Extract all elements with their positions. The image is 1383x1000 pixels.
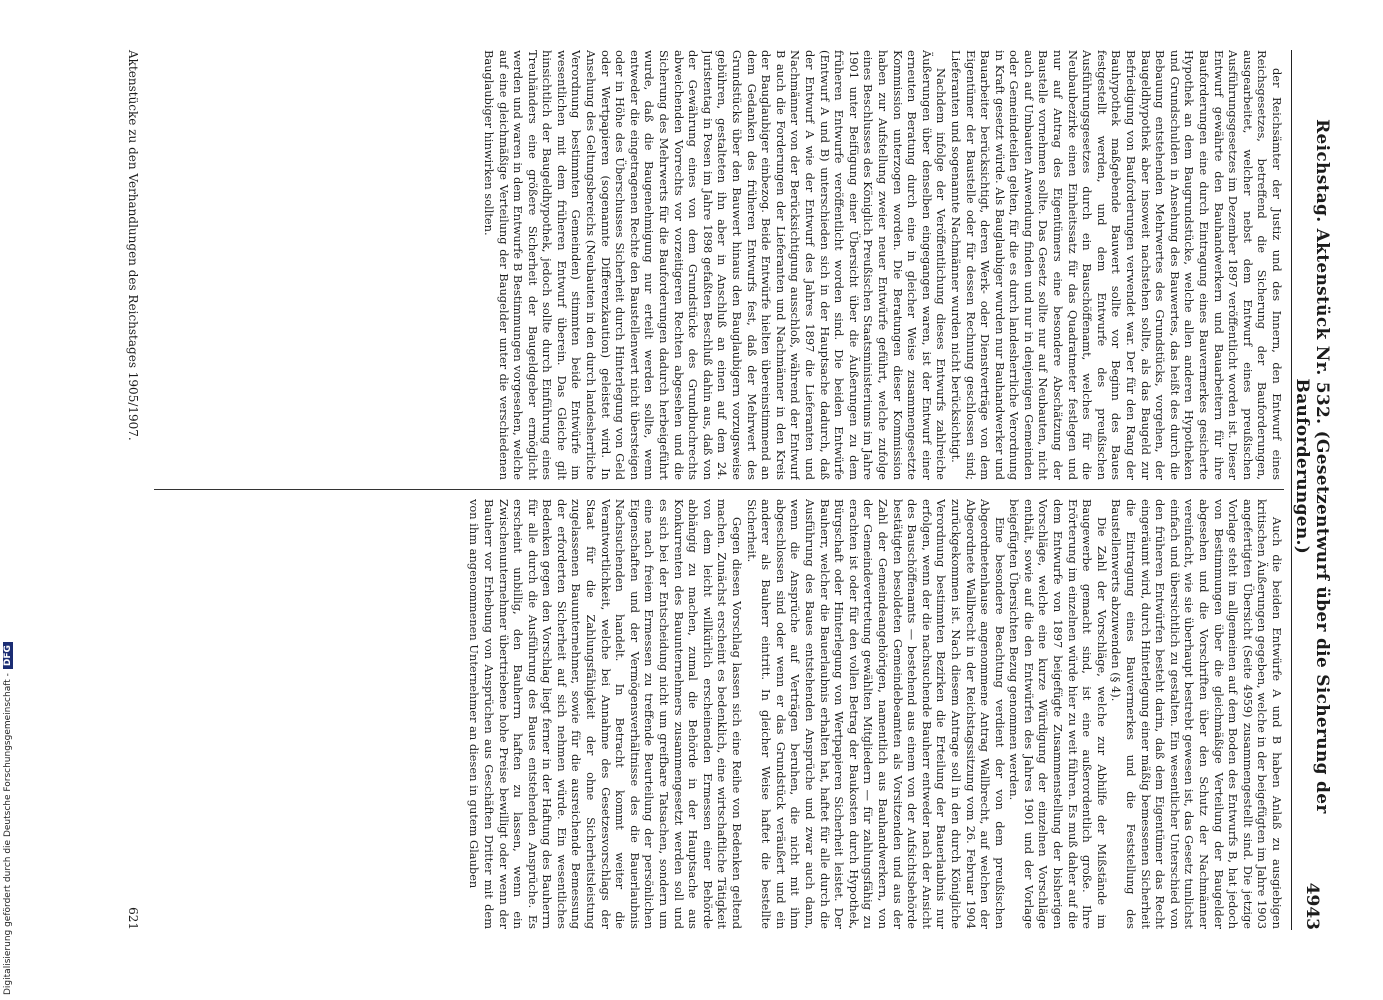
paragraph: Nachdem infolge der Veröffentlichung dieses Entwurfs zahlreiche Äußerungen über denselben eingegangen waren, ist der Entwurf einer erneuten Beratung durch eine in gleicher Weise zusammengesetzte Kommission unterzogen worden. Die Beratungen dieser Kommission haben zur Aufstellung zweier neuer Entwürfe geführt, welche zufolge eines Beschlusses des Königlich Preußischen Staatsministeriums im Jahre 1901 unter Beifügung einer Übersicht über die Äußerungen zu dem früheren Entwurfe veröffentlicht worden sind. Die beiden Entwürfe (Entwurf A und B) unterschieden sich in der Hauptsache dadurch, daß der Entwurf A wie der Entwurf des Jahres 1897 die Lieferanten und Nachmänner von der Berücksichtigung ausschloß, während der Entwurf B auch die Forderungen der Lieferanten und Nachmänner in den Kreis der Bauglaubiger einbezog. Beide Entwürfe hielten übereinstimmend an dem Gedanken des früheren Entwurfs fest, daß der Mehrwert des Grundstücks über den Bauwert hinaus den Bauglaubigern vorzugsweise gebühren, gestalteten ihn aber in Anschluß an einen auf dem 24. Juristentag in Posen im Jahre 1898 gefaßten Beschluß dahin aus, daß von der Gewährung eines von dem Grundstücke des Grundbuchrechts abweichenden Vorrechts vor vorzeitigeren Rechten abgesehen und die Sicherung des Mehrwerts für die Bauforderungen dadurch herbeigeführt wurde, daß die Baugenehmigung nur erteilt werden sollte, wenn entweder die eingetragenen Rechte den Baustellenwert nicht übersteigen oder in Höhe des Überschusses Sicherheit durch Hinterlegung von Geld oder Wertpapieren (sogenannte Differenzkaution) geleistet wird. In Ansehung des Geltungsbereichs (Neubauten in den durch landesherrliche Verordnung bestimmten Gemeinden) stimmten beide Entwürfe im wesentlichen mit dem früheren Entwurf überein. Das Gleiche gilt hinsichtlich der Baugeldhypothek, jedoch sollte durch Einführung eines Treuhänders eine größere Sicherheit der Baugeldgeber ermöglicht werden und waren in dem Entwurfe B Bestimmungen vorgesehen, welche auf eine gleichmäßige Verteilung der Baugelder unter die verschiedenen Bauglaubiger hinwirken sollten. xyxy=(481,50,949,480)
page-number: 4943 xyxy=(1302,882,1322,930)
column-divider xyxy=(154,489,1284,490)
page-footer xyxy=(126,50,140,930)
digitization-note-text xyxy=(3,15,13,995)
footer-source: Aktenstücke zu den Verhandlungen des Reichstages 1905/1907. xyxy=(126,50,140,441)
paragraph: der Reichsämter der Justiz und des Innern, den Entwurf eines Reichsgesetzes, betreffend die Sicherung der Bauforderungen, ausgearbeitet, welcher nebst dem Entwurf eines preußischen Ausführungsgesetzes im Dezember 1897 veröffentlicht worden ist. Dieser Entwurf gewährte den Bauhandwerkern und Bauarbeitern für ihre Bauforderungen eine durch Eintragung eines Bauvermerkes gesicherte Hypothek an dem Baugrundstücke, welche allen anderen Hypotheken und Grundschulden in Ansehung des Bauwertes, das heißt des durch die Bebauung entstehenden Mehrwertes des Grundstücks, vorgehen, der Baugeldhypothek aber insoweit nachstehen sollte, als das Baugeld zur Befriedigung von Bauforderungen verwendet war. Der für den Rang der Bauhypothek maßgebende Bauwert sollte vor Beginn des Baues festgestellt werden, und dem Entwurfe des preußischen Ausführungsgesetzes durch ein Bauschöffenamt, welches für die Neubaubezirke einen Einheitssatz für das Quadratmeter festlegen und nur auf Antrag des Eigentümers eine besondere Abschätzung der Baustelle vornehmen sollte. Das Gesetz sollte nur auf Neubauten, nicht auch auf Umbauten Anwendung finden und nur in denjenigen Gemeinden oder Gemeindeteilen gelten, für die es durch landesherrliche Verordnung in Kraft gesetzt würde. Als Bauglaubiger wurden nur Bauhandwerker und Bauarbeiter berücksichtigt, deren Werk- oder Dienstverträge von dem Eigentümer der Baustelle oder für dessen Rechnung geschlossen sind; Lieferanten und sogenannte Nachmänner wurden nicht berücksichtigt. xyxy=(948,50,1284,480)
page-header xyxy=(1294,50,1330,930)
text-columns xyxy=(154,50,1284,930)
page-title: Reichstag. Aktenstück Nr. 532. (Gesetzentwurf über die Sicherung der Bauforderungen.) xyxy=(1292,119,1332,814)
footer-page-number: 621 xyxy=(126,907,140,930)
paragraph: Die Zahl der Vorschläge, welche zur Abhilfe der Mißstände im Baugewerbe gemacht sind, ist eine außerordentlich große. Ihre Erörterung im einzelnen würde hier zu weit führen. Es muß daher auf die dem Entwurfe von 1897 beigefügte Zusammenstellung der bisherigen Vorschläge, welche eine kurze Würdigung der einzelnen Vorschläge enthält, sowie auf die den Entwürfen des Jahres 1901 und der Vorlage beigefügten Übersichten Bezug genommen werden. xyxy=(1007,499,1109,929)
right-column xyxy=(154,499,1284,929)
digitization-note-label: Digitalisierung gefördert durch die Deutsche Forschungsgemeinschaft - xyxy=(3,673,13,995)
paragraph: Gegen diesen Vorschlag lassen sich eine Reihe von Bedenken geltend machen. Zunächst erscheint es bedenklich, eine wirtschaftliche Tätigkeit von dem leicht willkürlich erscheinenden Ermessen einer Behörde abhängig zu machen, zumal die Behörde in der Hauptsache aus Konkurrenten des Bauunternehmers zusammengesetzt werden soll und es sich bei der Entscheidung nicht um greifbare Tatsachen, sondern um eine nach freiem Ermessen zu treffende Beurteilung der persönlichen Eigenschaften und der Vermögensverhältnisse des die Bauerlaubnis Nachsuchenden handelt. In Betracht kommt weiter die Verantwortlichkeit, welche bei Annahme des Gesetzesvorschlags der Staat für die Zahlungsfähigkeit der ohne Sicherheitsleistung zugelassenen Bauunternehmer, sowie für die ausreichende Bemessung der erforderten Sicherheit auf sich nehmen würde. Ein wesentliches Bedenken gegen den Vorschlag liegt ferner in der Haftung des Bauherrn für alle durch die Ausführung des Baues entstehenden Ansprüche. Es erscheint unbillig, den Bauherrn haften zu lassen, wenn ein Zwischenunternehmer übertriebene hohe Preise bewilligt oder wenn der Bauherr vor Erhebung von Ansprüchen aus Geschäften Dritter mit dem von ihm angenommenen Unternehmer an diesen in gutem Glauben xyxy=(467,499,745,929)
left-column xyxy=(154,50,1284,480)
paragraph: Auch die beiden Entwürfe A und B haben Anlaß zu ausgiebigen kritischen Äußerungen gegeben, welche in der beigefügten im Jahre 1903 angefertigten Übersicht (Seite 4959) zusammengestellt sind. Die jetzige Vorlage steht im allgemeinen auf dem Boden des Entwurfs B, hat jedoch von Bestimmungen über die gleichmäßige Verteilung der Baugelder abgesehen und die Vorschriften über den Schutz der Nachmänner vereinfacht, wie sie überhaupt bestrebt gewesen ist, das Gesetz tunlichst einfach und übersichtlich zu gestalten. Ein wesentlicher Unterschied von den früheren Entwürfen besteht darin, daß dem Eigentümer das Recht eingeräumt wird, durch Hinterlegung einer mäßig bemessenen Sicherheit die Eintragung eines Bauvermerkes und die Feststellung des Baustellenwerts abzuwenden (§ 4). xyxy=(1109,499,1284,929)
header-rule xyxy=(1291,50,1292,930)
paragraph: Eine besondere Beachtung verdient der von dem preußischen Abgeordnetenhause angenommene Antrag Wallbrecht, auf welchen der Abgeordnete Wallbrecht in der Reichstagssitzung vom 26. Februar 1904 zurückgekommen ist. Nach diesem Antrage soll in den durch Königliche Verordnung bestimmten Bezirken die Erteilung der Bauerlaubnis nur erfolgen, wenn der die nachsuchende Bauherr entweder nach der Ansicht des Bauschöffenamts — bestehend aus einem von der Aufsichtsbehörde bestätigten besoldeten Gemeindebeamten als Vorsitzenden und aus der Zahl der Gemeindeangehörigen, namentlich aus Bauhandwerkern, von der Gemeindevertretung gewählten Mitgliedern — für zahlungsfähig zu erachten ist oder für den vollen Betrag der Baukosten durch Hypothek, Bürgschaft oder Hinterlegung von Wertpapieren Sicherheit leistet. Der Bauherr, welcher die Bauerlaubnis erhalten hat, haftet für alle durch die Ausführung des Baues entstehenden Ansprüche und zwar auch dann, wenn die Ansprüche auf Verträgen beruhen, die nicht mit ihm abgeschlossen sind oder wenn er das Grundstück veräußert und ein anderer als Bauherr eintritt. In gleicher Weise haftet die bestellte Sicherheit. xyxy=(744,499,1007,929)
rotated-page-content xyxy=(90,50,1330,930)
dfg-logo: DFG xyxy=(3,642,13,669)
digitization-note xyxy=(0,0,22,1000)
